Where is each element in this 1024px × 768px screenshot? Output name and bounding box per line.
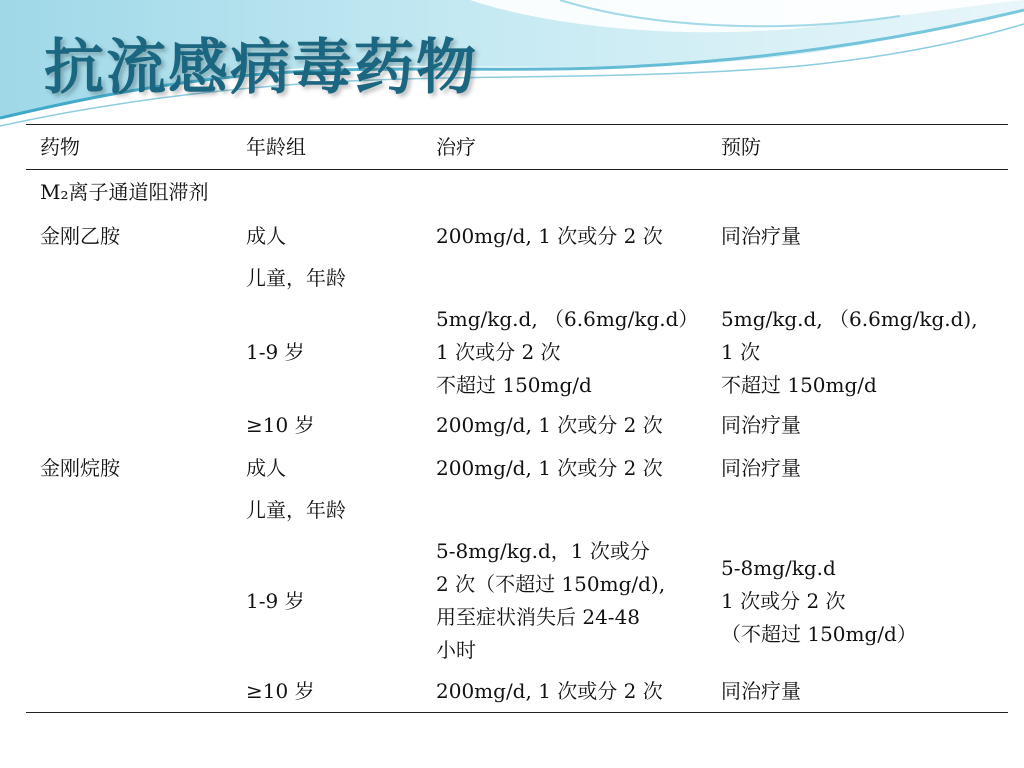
prevention-line: 同治疗量 bbox=[721, 223, 801, 248]
table-row bbox=[26, 531, 1008, 671]
drug-cell bbox=[26, 405, 232, 446]
treatment-cell bbox=[422, 405, 707, 446]
prevention-line: 不超过 150mg/d bbox=[721, 372, 877, 397]
slide-title: 抗流感病毒药物 bbox=[44, 33, 478, 103]
antiviral-dosage-table bbox=[26, 124, 1008, 713]
treatment-line: 小时 bbox=[436, 638, 476, 662]
header-age-group: 年龄组 bbox=[232, 125, 422, 170]
age-group-cell: 1-9 岁 bbox=[246, 339, 305, 364]
treatment-line: 5mg/kg.d, （6.6mg/kg.d） bbox=[436, 306, 699, 331]
age-group-cell: 成人 bbox=[246, 455, 286, 480]
drug-cell: 金刚烷胺 bbox=[40, 455, 120, 480]
treatment-cell bbox=[422, 258, 707, 299]
table-row bbox=[26, 671, 1008, 712]
drug-cell: 金刚乙胺 bbox=[40, 223, 120, 248]
table-row bbox=[26, 405, 1008, 446]
treatment-line: 2 次（不超过 150mg/d), bbox=[436, 572, 666, 596]
treatment-cell bbox=[422, 531, 707, 671]
prevention-line: 1 次 bbox=[721, 339, 761, 364]
drug-cell bbox=[26, 490, 232, 531]
treatment-cell bbox=[422, 299, 707, 405]
prevention-line: 同治疗量 bbox=[721, 413, 801, 437]
header-treatment: 治疗 bbox=[422, 125, 707, 170]
treatment-line: 200mg/d, 1 次或分 2 次 bbox=[436, 455, 663, 480]
treatment-line: 200mg/d, 1 次或分 2 次 bbox=[436, 678, 663, 703]
prevention-cell bbox=[707, 299, 1008, 405]
prevention-line: （不超过 150mg/d） bbox=[721, 621, 917, 646]
drug-cell bbox=[26, 258, 232, 299]
drug-class-label: M₂离子通道阻滞剂 bbox=[40, 180, 209, 204]
prevention-cell bbox=[707, 671, 1008, 712]
prevention-cell bbox=[707, 446, 1008, 490]
table-row bbox=[26, 446, 1008, 490]
table-row bbox=[26, 214, 1008, 258]
prevention-cell bbox=[707, 258, 1008, 299]
drug-cell bbox=[26, 299, 232, 405]
prevention-cell bbox=[707, 405, 1008, 446]
table-row bbox=[26, 258, 1008, 299]
prevention-cell bbox=[707, 490, 1008, 531]
treatment-line: 用至症状消失后 24-48 bbox=[436, 605, 641, 629]
prevention-line: 同治疗量 bbox=[721, 455, 801, 480]
treatment-line: 不超过 150mg/d bbox=[436, 372, 592, 397]
treatment-line: 200mg/d, 1 次或分 2 次 bbox=[436, 223, 663, 248]
prevention-line: 1 次或分 2 次 bbox=[721, 588, 846, 613]
drug-cell bbox=[26, 531, 232, 671]
age-group-cell: ≥10 岁 bbox=[232, 671, 422, 712]
age-group-cell: 儿童，年龄 bbox=[246, 266, 346, 290]
header-drug: 药物 bbox=[26, 125, 232, 170]
header-prevention: 预防 bbox=[707, 125, 1008, 170]
prevention-cell bbox=[707, 531, 1008, 671]
treatment-cell bbox=[422, 214, 707, 258]
treatment-cell bbox=[422, 490, 707, 531]
treatment-cell bbox=[422, 446, 707, 490]
age-group-cell: 成人 bbox=[246, 223, 286, 248]
prevention-line: 5-8mg/kg.d bbox=[721, 555, 836, 580]
drug-cell bbox=[26, 671, 232, 712]
age-group-cell: 1-9 岁 bbox=[246, 588, 305, 613]
table-header-row bbox=[26, 125, 1008, 170]
prevention-cell bbox=[707, 214, 1008, 258]
prevention-line: 同治疗量 bbox=[721, 678, 801, 703]
age-group-cell: 儿童，年龄 bbox=[246, 498, 346, 522]
treatment-line: 1 次或分 2 次 bbox=[436, 339, 561, 364]
prevention-line: 5mg/kg.d, （6.6mg/kg.d), bbox=[721, 306, 978, 331]
treatment-line: 200mg/d, 1 次或分 2 次 bbox=[436, 413, 663, 437]
treatment-line: 5-8mg/kg.d，1 次或分 bbox=[436, 539, 650, 563]
drug-class-row bbox=[26, 170, 1008, 215]
table-row bbox=[26, 299, 1008, 405]
age-group-cell: ≥10 岁 bbox=[246, 413, 315, 437]
antiviral-dosage-table-container bbox=[26, 124, 1008, 713]
table-row bbox=[26, 490, 1008, 531]
treatment-cell bbox=[422, 671, 707, 712]
